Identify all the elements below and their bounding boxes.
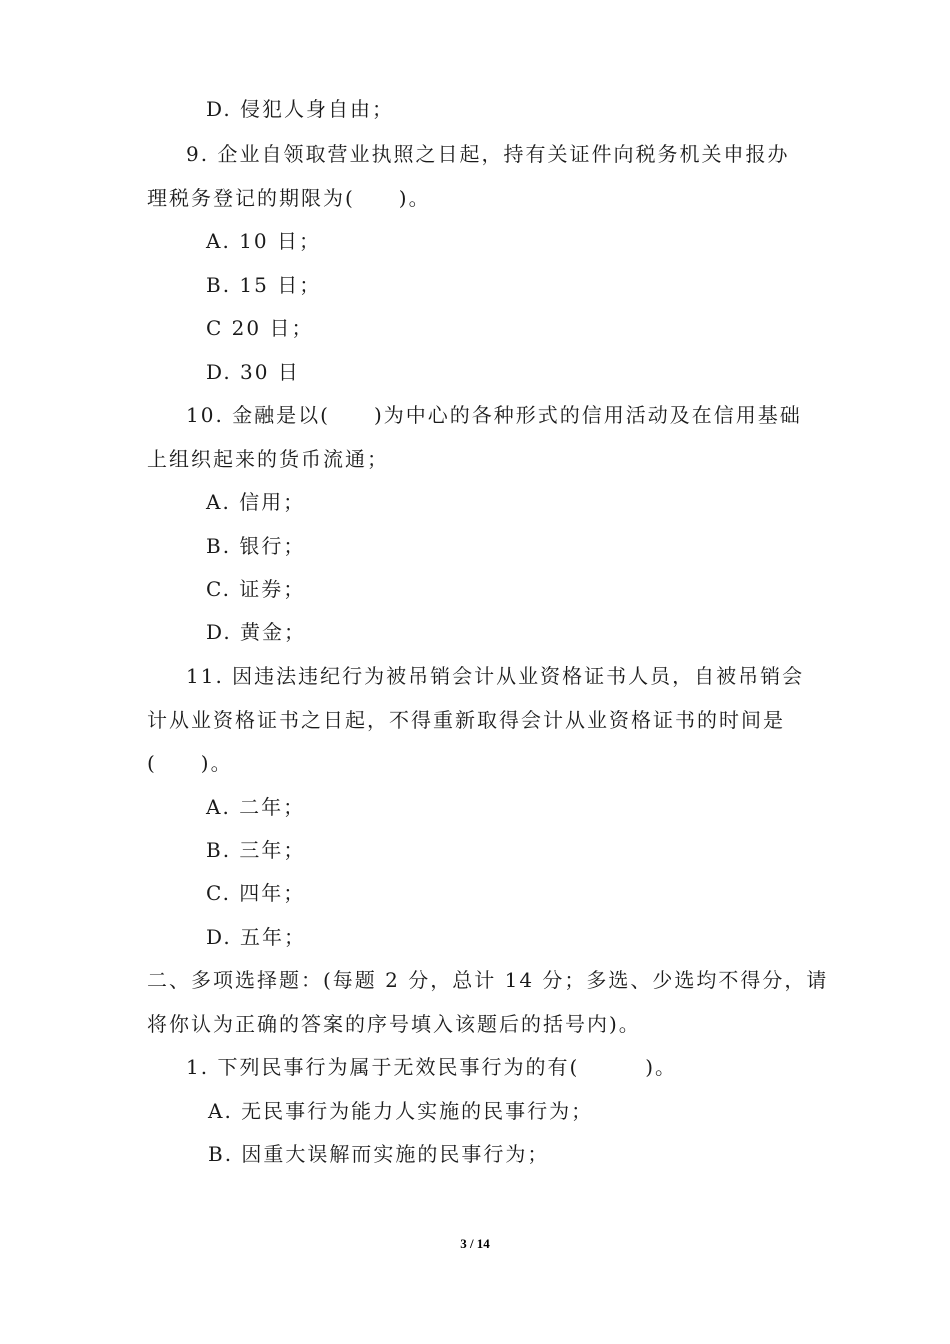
option-11d: D. 五年；	[206, 925, 307, 949]
question-9-line-1: 9. 企业自领取营业执照之日起，持有关证件向税务机关申报办	[186, 142, 790, 166]
option-11c: C. 四年；	[206, 881, 306, 905]
page-number: 3 / 14	[460, 1236, 490, 1251]
question-10-line-1: 10. 金融是以( )为中心的各种形式的信用活动及在信用基础	[186, 403, 802, 427]
section-heading-line-2: 将你认为正确的答案的序号填入该题后的括号内)。	[147, 1012, 641, 1036]
option-11b: B. 三年；	[206, 838, 306, 862]
multi-option-1a: A. 无民事行为能力人实施的民事行为；	[208, 1099, 594, 1123]
section-heading-line-1: 二、多项选择题：(每题 2 分，总计 14 分；多选、少选均不得分，请	[147, 968, 829, 992]
question-9-line-2: 理税务登记的期限为( )。	[147, 186, 431, 210]
option-11a: A. 二年；	[206, 795, 306, 819]
option-10d: D. 黄金；	[206, 620, 307, 644]
option-10c: C. 证券；	[206, 577, 306, 601]
question-11-line-3: ( )。	[147, 751, 233, 775]
multi-option-1b: B. 因重大误解而实施的民事行为；	[208, 1142, 550, 1166]
question-11-line-2: 计从业资格证书之日起，不得重新取得会计从业资格证书的时间是	[147, 708, 785, 732]
option-10a: A. 信用；	[206, 490, 306, 514]
option-9d: D. 30 日	[206, 360, 300, 384]
option-9c: C 20 日；	[206, 316, 314, 340]
option-8d: D. 侵犯人身自由；	[206, 97, 395, 121]
multi-question-1: 1. 下列民事行为属于无效民事行为的有( )。	[186, 1055, 678, 1079]
option-9b: B. 15 日；	[206, 273, 322, 297]
question-11-line-1: 11. 因违法违纪行为被吊销会计从业资格证书人员，自被吊销会	[186, 664, 805, 688]
question-10-line-2: 上组织起来的货币流通；	[147, 447, 389, 471]
option-9a: A. 10 日；	[206, 229, 321, 253]
option-10b: B. 银行；	[206, 534, 306, 558]
